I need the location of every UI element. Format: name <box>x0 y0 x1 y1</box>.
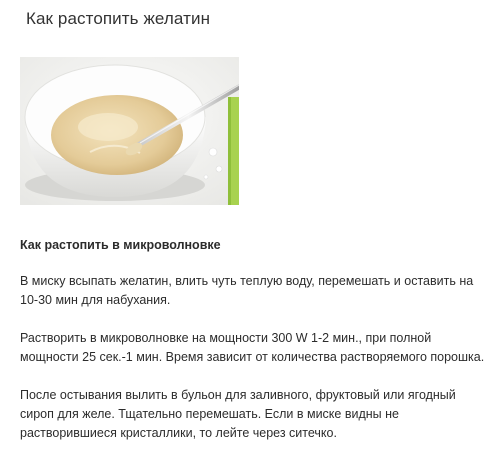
bowl-with-spoon-photo-icon <box>20 57 239 205</box>
instruction-paragraph: В миску всыпать желатин, влить чуть теплую воду, перемешать и оставить на 10-30 мин для набухания. <box>20 274 474 307</box>
section-subheading: Как растопить в микроволновке <box>20 238 221 252</box>
gelatin-bowl-photo <box>20 57 239 205</box>
instruction-paragraph: После остывания вылить в бульон для заливного, фруктовый или ягодный сироп для желе. Тщательно перемешать. Если в миске видны не растворившиеся кристаллики, то лейте через ситечко. <box>20 388 456 440</box>
article-body <box>20 236 485 462</box>
instruction-paragraph: Растворить в микроволновке на мощности 300 W 1-2 мин., при полной мощности 25 сек.-1 мин. Время зависит от количества растворяемого порошка. <box>20 331 485 364</box>
page-title: Как растопить желатин <box>26 9 211 28</box>
